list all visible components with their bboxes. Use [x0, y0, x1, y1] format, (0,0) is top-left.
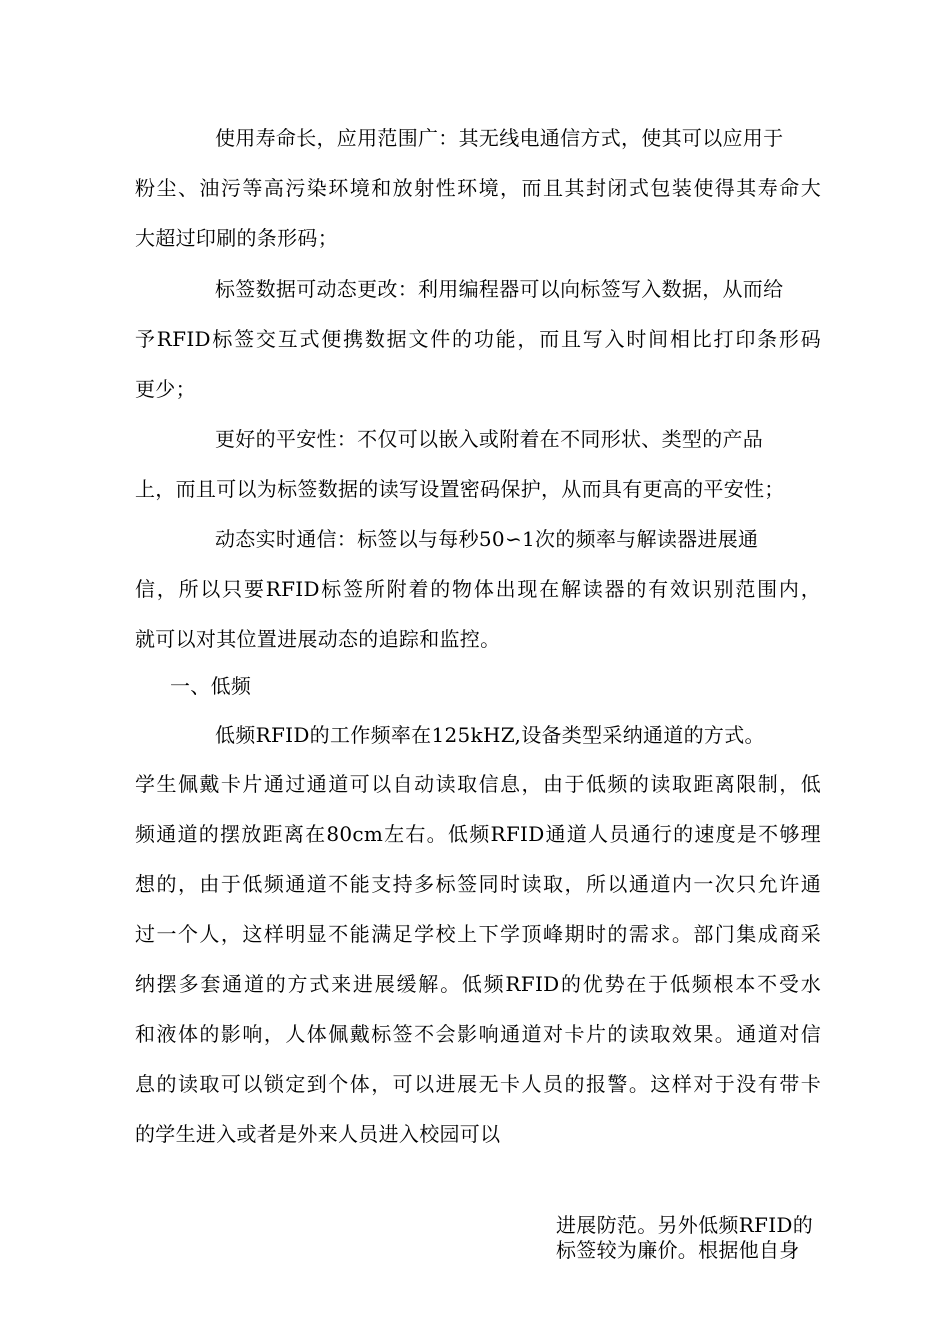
paragraph-low-frequency-line-3: 想的，由于低频通道不能支持多标签同时读取，所以通道内一次只允许通 [135, 872, 821, 896]
paragraph-dynamic-data-line-1: 标签数据可动态更改：利用编程器可以向标签写入数据，从而给 [215, 277, 784, 301]
paragraph-security-line-2: 上，而且可以为标签数据的读写设置密码保护，从而具有更高的平安性； [135, 477, 785, 501]
paragraph-dynamic-data-line-2: 予RFID标签交互式便携数据文件的功能，而且写入时间相比打印条形码 [135, 327, 821, 351]
paragraph-realtime-line-1: 动态实时通信：标签以与每秒50∽1次的频率与解读器进展通 [215, 527, 759, 551]
paragraph-lifespan-line-3: 大超过印刷的条形码； [135, 226, 338, 250]
paragraph-dynamic-data-line-3: 更少； [135, 377, 196, 401]
paragraph-low-frequency-intro: 低频RFID的工作频率在125kHZ,设备类型采纳通道的方式。 [215, 723, 765, 747]
fragment-line-2: 标签较为廉价。根据他自身 [556, 1238, 800, 1262]
paragraph-low-frequency-line-6: 和液体的影响，人体佩戴标签不会影响通道对卡片的读取效果。通道对信 [135, 1022, 821, 1046]
paragraph-lifespan-line-2: 粉尘、油污等高污染环境和放射性环境，而且其封闭式包装使得其寿命大 [135, 176, 821, 200]
paragraph-low-frequency-line-7: 息的读取可以锁定到个体，可以进展无卡人员的报警。这样对于没有带卡 [135, 1072, 821, 1096]
paragraph-low-frequency-line-1: 学生佩戴卡片通过通道可以自动读取信息，由于低频的读取距离限制，低 [135, 772, 821, 796]
paragraph-realtime-line-2: 信，所以只要RFID标签所附着的物体出现在解读器的有效识别范围内， [135, 577, 821, 601]
paragraph-low-frequency-line-4: 过一个人，这样明显不能满足学校上下学顶峰期时的需求。部门集成商采 [135, 922, 821, 946]
paragraph-low-frequency-line-2: 频通道的摆放距离在80cm左右。低频RFID通道人员通行的速度是不够理 [135, 822, 821, 846]
paragraph-low-frequency-line-8: 的学生进入或者是外来人员进入校园可以 [135, 1122, 501, 1146]
paragraph-low-frequency-line-5: 纳摆多套通道的方式来进展缓解。低频RFID的优势在于低频根本不受水 [135, 972, 821, 996]
paragraph-realtime-line-3: 就可以对其位置进展动态的追踪和监控。 [135, 627, 501, 651]
paragraph-lifespan-line-1: 使用寿命长，应用范围广：其无线电通信方式，使其可以应用于 [215, 126, 784, 150]
section-heading-low-frequency: 一、低频 [170, 674, 252, 698]
fragment-line-1: 进展防范。另外低频RFID的 [556, 1213, 814, 1237]
paragraph-security-line-1: 更好的平安性：不仅可以嵌入或附着在不同形状、类型的产品 [215, 427, 764, 451]
